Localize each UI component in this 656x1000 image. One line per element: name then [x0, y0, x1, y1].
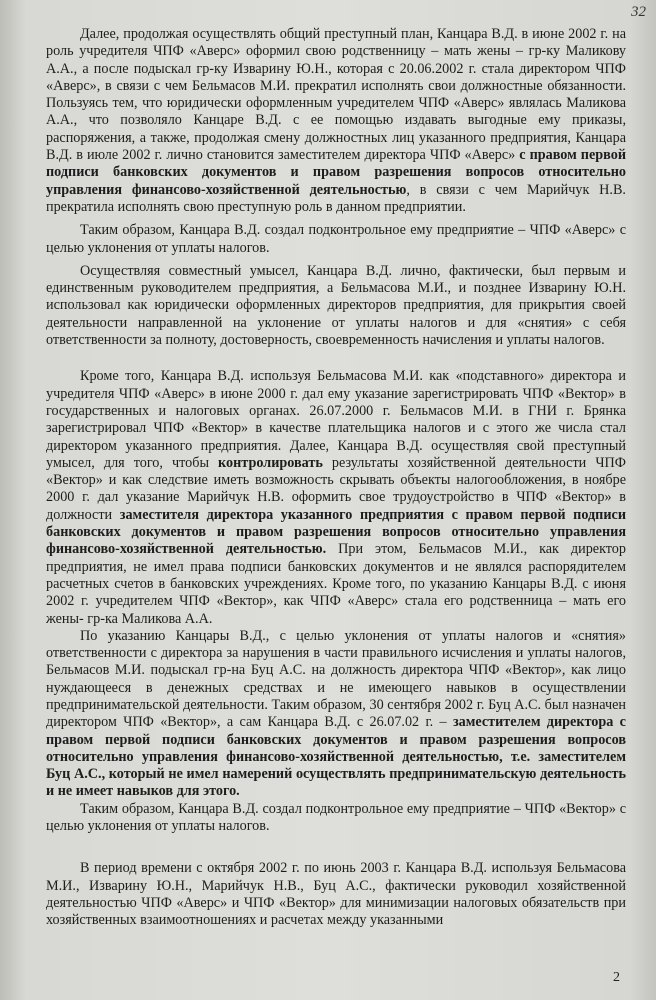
paragraph-4	[46, 368, 626, 627]
text-segment: Таким образом, Канцара В.Д. создал подконтрольное ему предприятие – ЧПФ «Вектор» с целью уклонения от уплаты налогов.	[46, 800, 626, 835]
text-segment: Таким образом, Канцара В.Д. создал подконтрольное ему предприятие – ЧПФ «Аверс» с целью уклонения от уплаты налогов.	[46, 222, 626, 256]
bold-text-segment: заместителем директора с правом первой подписи банковских документов и правом разрешения вопросов относительно управления финансово-хозяйственной деятельностью, т.е. заместителем Буц А.С., который не имел намерений осуществлять предпринимательскую деятельность и не имеет навыков для этого.	[46, 714, 626, 800]
paragraph-6	[46, 801, 626, 836]
text-segment: В период времени с октября 2002 г. по июнь 2003 г. Канцара В.Д. используя Бельмасова М.И., Изварину Ю.Н., Марийчук Н.В., Буц А.С., фактически руководил хозяйственной деятельностью ЧПФ «Аверс» и ЧПФ «Вектор» для минимизации налоговых обязательств при хозяйственных взаимоотношениях и расчетах между указанными	[46, 860, 626, 929]
bold-text-segment: заместителя директора указанного предприятия с правом первой подписи банковских документов и правом разрешения вопросов относительно управления финансово-хозяйственной деятельностью.	[46, 506, 627, 558]
text-segment: По указанию Канцары В.Д., с целью уклонения от уплаты налогов и «снятия» ответственности с директора за нарушения в части правильного исчисления и уплаты налогов, Бельмасов М.И. подыскал гр-на Буц А.С. на должность директора ЧПФ «Вектор», как лицо нуждающееся в денежных средствах и не имеющего навыков в осуществлении предпринимательской деятельности. Таким образом, 30 сентября 2002 г. Буц А.С. был назначен директором ЧПФ «Вектор», а сам Канцара В.Д. с 26.07.02 г. –	[46, 627, 626, 731]
corner-mark: 32	[631, 4, 646, 20]
paragraph-1	[46, 26, 626, 216]
text-segment: результаты хозяйственной деятельности ЧПФ «Вектор» и как следствие иметь возможность скрывать объекты налогообложения, в ноябре 2000 г. дал указание Марийчук Н.В. оформить свое трудоустройство в ЧПФ «Вектор» в должности	[46, 454, 626, 523]
text-segment: Далее, продолжая осуществлять общий преступный план, Канцара В.Д. в июне 2002 г. на роль учредителя ЧПФ «Аверс» оформил свою родственницу – мать жены – гр-ку Маликову А.А., а после подыскал гр-ку Изварину Ю.Н., которая с 20.06.2002 г. стала директором ЧПФ «Аверс», в связи с чем Бельмасов М.И. прекратил исполнять свои должностные обязанности. Пользуясь тем, что юридически оформленным учредителем ЧПФ «Аверс» являлась Маликова А.А., что позволяло Канцаре В.Д. с ее помощью издавать выгодные ему приказы, распоряжения, а также, продолжая смену должностных лиц указанного предприятия, Канцара В.Д. в июле 2002 г. лично становится заместителем директора ЧПФ «Аверс»	[46, 26, 626, 164]
text-segment: Кроме того, Канцара В.Д. используя Бельмасова М.И. как «подставного» директора и учредителя ЧПФ «Аверс» в июне 2000 г. дал ему указание зарегистрировать ЧПФ «Вектор» в государственных и налоговых органах. 26.07.2000 г. Бельмасов М.И. в ГНИ г. Брянка зарегистрировал ЧПФ «Вектор» в качестве плательщика налогов и с этого же числа стал директором указанного предприятия. Далее, Канцара В.Д. осуществляя свой преступный умысел, для того, чтобы	[46, 368, 626, 471]
text-segment: , в связи с чем Марийчук Н.В. прекратила исполнять свою преступную роль в данном предприятии.	[46, 181, 626, 215]
page-number: 2	[613, 970, 620, 985]
paragraph-7	[46, 860, 626, 929]
paragraph-5	[46, 628, 626, 801]
paragraph-2	[46, 222, 626, 257]
bold-text-segment: контролировать	[218, 454, 323, 471]
paragraph-3	[46, 263, 626, 349]
text-segment: Осуществляя совместный умысел, Канцара В.Д. лично, фактически, был первым и единственным руководителем предприятия, а Бельмасова М.И., и позднее Изварину Ю.Н. использовал как юридически оформленных директоров предприятия, для прикрытия своей деятельности направленной на уклонение от уплаты налогов и для «снятия» с себя ответственности за полноту, достоверность, своевременность начисления и уплаты налогов.	[46, 262, 626, 349]
text-segment: При этом, Бельмасов М.И., как директор предприятия, не имел права подписи банковских документов и не являлся распорядителем расчетных счетов в банковских учреждениях. Кроме того, по указанию Канцары В.Д. с июня 2002 г. учредителем ЧПФ «Вектор», как ЧПФ «Аверс» стала его родственница – мать его жены- гр-ка Маликова А.А.	[46, 541, 626, 627]
bold-text-segment: с правом первой подписи банковских документов и правом разрешения вопросов относительно управления финансово-хозяйственной деятельностью	[46, 147, 626, 198]
